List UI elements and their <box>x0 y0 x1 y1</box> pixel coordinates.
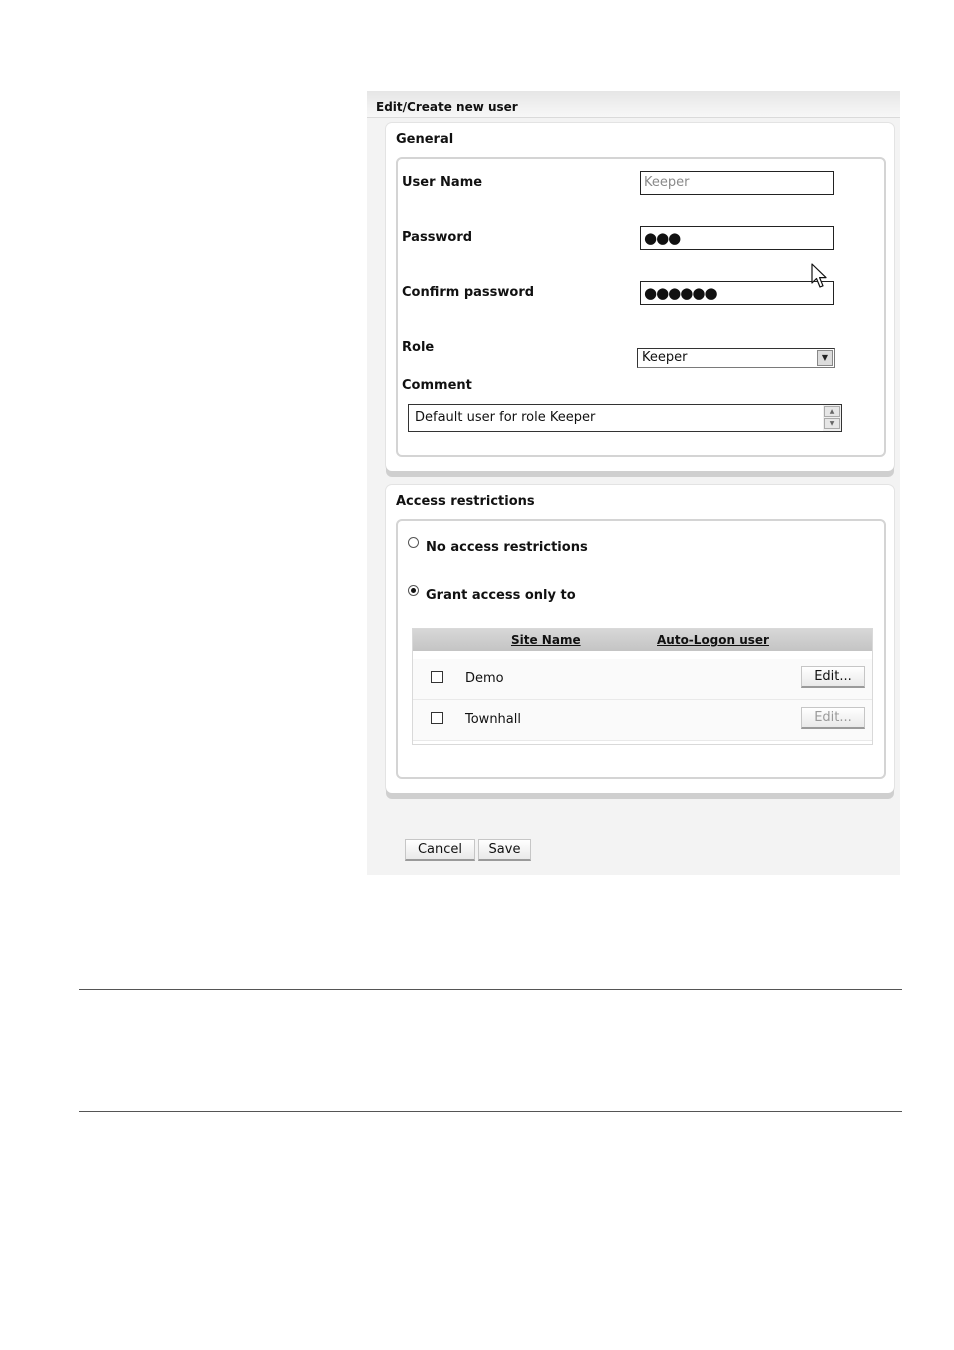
mouse-pointer-icon <box>811 263 829 291</box>
chevron-down-icon[interactable]: ▼ <box>817 350 833 366</box>
scroll-up-icon[interactable]: ▲ <box>824 406 840 417</box>
confirm-password-label: Confirm password <box>402 285 535 300</box>
scroll-down-icon[interactable]: ▼ <box>824 418 840 429</box>
edit-button[interactable]: Edit... <box>801 666 865 688</box>
access-group <box>386 485 894 793</box>
site-name-cell: Townhall <box>465 712 521 727</box>
table-header <box>413 629 872 651</box>
password-input[interactable] <box>640 226 834 250</box>
comment-label: Comment <box>402 378 472 393</box>
radio-grant-access[interactable] <box>408 585 419 596</box>
user-name-input[interactable]: Keeper <box>640 171 834 195</box>
edit-button-disabled[interactable]: Edit... <box>801 707 865 729</box>
comment-value: Default user for role Keeper <box>415 410 596 425</box>
row-checkbox[interactable] <box>431 671 443 683</box>
divider-bottom <box>79 1111 902 1112</box>
radio-no-restrictions[interactable] <box>408 537 419 548</box>
no-restrictions-label[interactable]: No access restrictions <box>426 540 588 555</box>
scroll-arrows-icon[interactable] <box>823 405 841 431</box>
general-panel <box>396 157 886 457</box>
password-label: Password <box>402 230 473 245</box>
row-checkbox[interactable] <box>431 712 443 724</box>
role-select[interactable] <box>637 348 835 368</box>
role-label: Role <box>402 340 435 355</box>
site-name-cell: Demo <box>465 671 504 686</box>
access-title: Access restrictions <box>396 494 535 509</box>
table-row <box>413 700 872 741</box>
divider-top <box>79 989 902 990</box>
column-auto-logon-user[interactable]: Auto-Logon user <box>657 633 769 647</box>
confirm-password-input[interactable] <box>640 281 834 305</box>
dialog-title: Edit/Create new user <box>376 100 518 114</box>
user-name-label: User Name <box>402 175 483 190</box>
site-table <box>412 628 873 745</box>
access-panel <box>396 519 886 779</box>
dialog-title-bar <box>367 91 900 118</box>
column-site-name[interactable]: Site Name <box>511 633 581 647</box>
role-value: Keeper <box>642 350 688 365</box>
confirm-password-value: ●●●●●● <box>644 284 717 302</box>
user-edit-dialog <box>367 91 900 875</box>
general-group <box>386 123 894 471</box>
comment-input[interactable] <box>408 404 842 432</box>
grant-access-label[interactable]: Grant access only to <box>426 588 576 603</box>
save-button[interactable]: Save <box>478 839 531 861</box>
cancel-button[interactable]: Cancel <box>405 839 475 861</box>
table-row <box>413 659 872 700</box>
password-value: ●●● <box>644 229 681 247</box>
general-title: General <box>396 132 454 147</box>
